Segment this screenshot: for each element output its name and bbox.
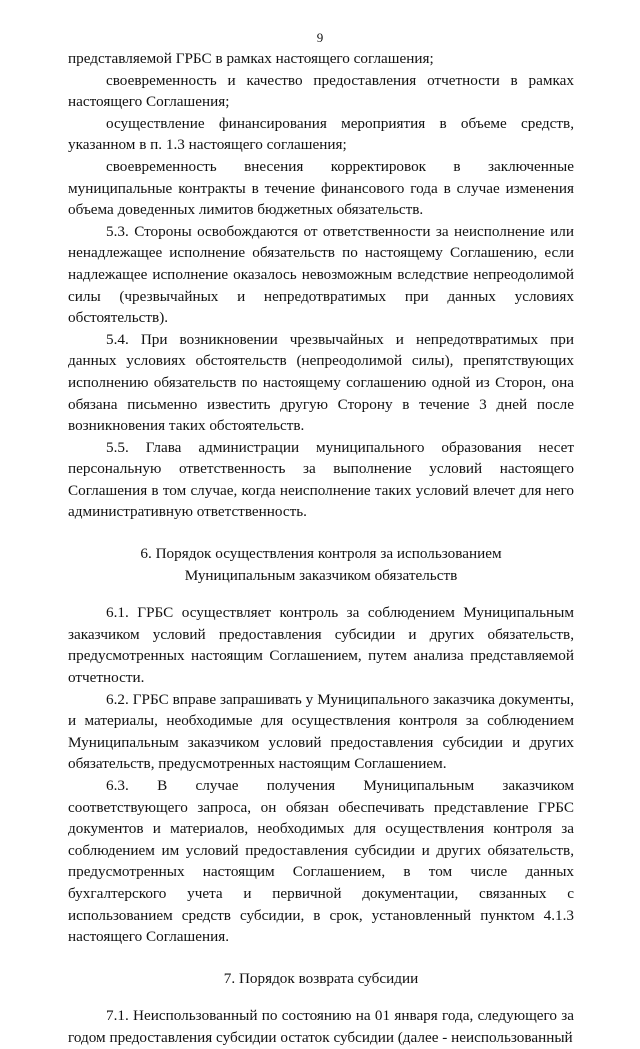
section-6-title-line-1: 6. Порядок осуществления контроля за использованием	[140, 545, 502, 563]
document-body	[68, 48, 574, 1049]
paragraph: 5.5. Глава администрации муниципального образования несет персональную ответственность за выполнение условий настоящего Соглашения в том случае, когда неисполнение таких условий влечет для него административную ответственность.	[68, 438, 574, 521]
section-7-title: 7. Порядок возврата субсидии	[223, 969, 419, 987]
section-6-heading	[68, 543, 574, 586]
paragraph: 5.4. При возникновении чрезвычайных и непредотвратимых при данных условиях обстоятельств (непреодолимой силы), препятствующих исполнению обязательств по настоящему соглашению одной из Сторон, она обязана письменно известить другую Сторону в течение 3 дней после возникновения таких обстоятельств.	[68, 330, 574, 435]
paragraph: 6.1. ГРБС осуществляет контроль за соблюдением Муниципальным заказчиком условий предоставления субсидии и других обязательств, предусмотренных настоящим Соглашением, путем анализа представляемой отчетности.	[68, 604, 574, 687]
paragraph: 7.1. Неиспользованный по состоянию на 01 января года, следующего за годом предоставления субсидии остаток субсидии (далее - неиспользованный	[68, 1007, 574, 1046]
paragraph: представляемой ГРБС в рамках настоящего соглашения;	[68, 50, 434, 67]
paragraph: 6.3. В случае получения Муниципальным заказчиком соответствующего запроса, он обязан обеспечивать представление ГРБС документов и материалов, необходимых для осуществления контроля за соблюдением им условий предоставления субсидии и других обязательств, предусмотренных настоящим Соглашением, в том числе данных бухгалтерского учета и первичной документации, связанных с использованием средств субсидии, в срок, установленный пунктом 4.1.3 настоящего Соглашения.	[68, 777, 574, 946]
paragraph: своевременность и качество предоставления отчетности в рамках настоящего Соглашения;	[68, 71, 574, 111]
paragraph: своевременность внесения корректировок в заключенные муниципальные контракты в течение финансового года в случае изменения объема доведенных лимитов бюджетных обязательств.	[68, 157, 574, 219]
paragraph: осуществление финансирования мероприятия в объеме средств, указанном в п. 1.3 настоящего соглашения;	[68, 114, 574, 154]
page-number: 9	[316, 30, 324, 45]
section-6-title-line-2: Муниципальным заказчиком обязательств	[184, 566, 458, 584]
paragraph: 5.3. Стороны освобождаются от ответственности за неисполнение или ненадлежащее исполнение обязательств по настоящему Соглашению, если надлежащее исполнение оказалось невозможным вследствие непреодолимой силы (чрезвычайных и непредотвратимых при данных условиях обстоятельств).	[68, 222, 574, 327]
paragraph: 6.2. ГРБС вправе запрашивать у Муниципального заказчика документы, и материалы, необходимые для осуществления контроля за соблюдением Муниципальным заказчиком условий предоставления субсидии и других обязательств, предусмотренных настоящим Соглашением.	[68, 690, 574, 773]
section-7-heading	[68, 968, 574, 990]
